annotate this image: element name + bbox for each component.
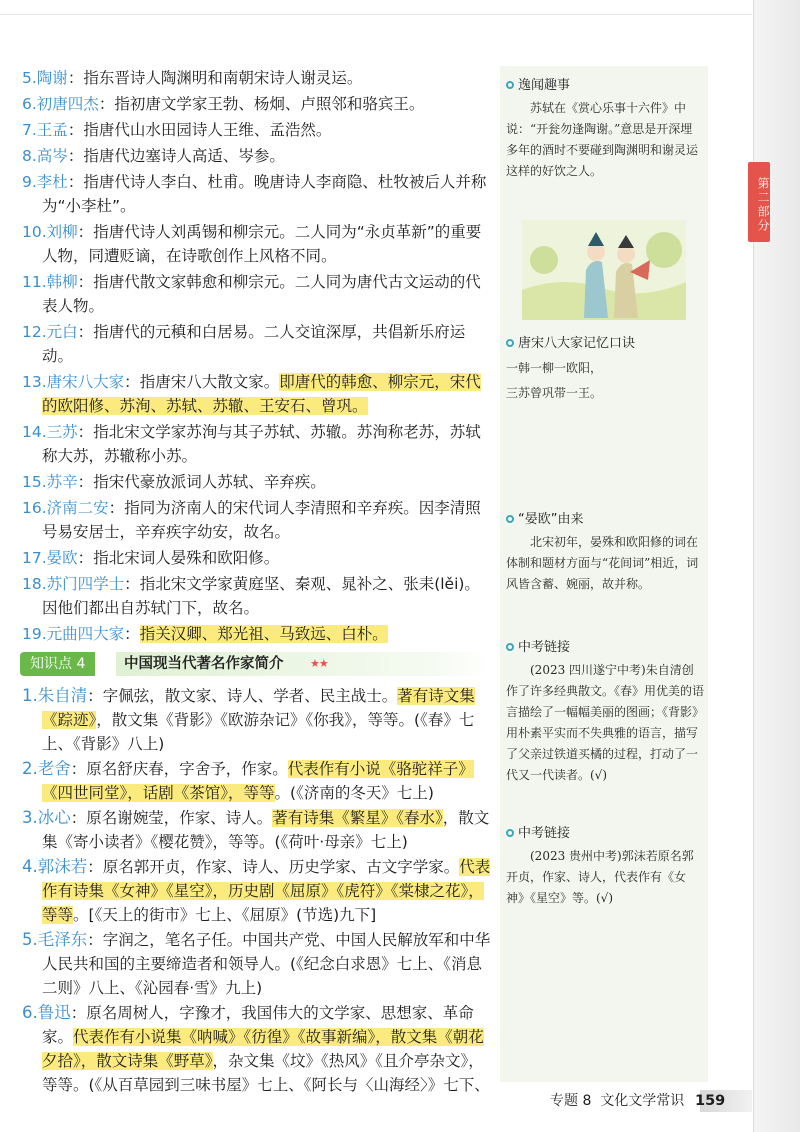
works-highlight: 著有诗集《繁星》《春水》 [272,809,443,827]
list-item [22,118,492,142]
item-highlight: 指关汉卿、郑光祖、马致远、白朴。 [139,625,388,643]
list-item [22,270,492,318]
item-colon: ： [124,625,140,643]
bullet-icon [506,81,514,89]
item-text: 指唐代的元稹和白居易。二人交谊深厚，共倡新乐府运动。 [42,323,466,365]
exam-link-text-1: (2023 四川遂宁中考)朱自清创作了许多经典散文。《春》用优美的语言描绘了一幅幅美丽的图画；《背影》用朴素平实而不失典雅的语言，描写了父亲过铁道买橘的过程，打动了一代又一代读者。(√) [506,663,705,782]
author-text-rest: 。[《天上的街市》七上、《屈原》(节选)九下] [73,906,377,924]
item-number: 8. [22,147,37,165]
item-number: 15. [22,473,47,491]
item-number: 19. [22,625,47,643]
item-colon: ： [77,273,94,291]
item-term: 苏辛 [46,473,78,491]
bullet-icon [506,515,514,523]
page-number: 159 [695,1093,726,1109]
yan-ou-origin-box [506,510,704,595]
item-number: 12. [22,323,47,341]
exam-link-text-2: (2023 贵州中考)郭沫若原名郭开贞，作家、诗人，代表作有《女神》《星空》等。(√) [506,849,694,905]
item-number: 11. [22,273,47,291]
item-number: 18. [22,575,47,593]
item-text: 指北宋文学家苏洵与其子苏轼、苏辙。苏洵称老苏，苏轼称大苏，苏辙称小苏。 [42,423,481,465]
bullet-icon [506,829,514,837]
item-colon: ： [67,173,84,191]
list-item [22,66,492,90]
item-number: 5. [22,69,37,87]
item-term: 苏门四学士 [46,575,125,593]
list-item [22,470,492,494]
item-number: 16. [22,499,47,517]
list-item [22,144,492,168]
item-highlight: 即唐代的韩愈、柳宗元，宋代的欧阳修、苏洵、苏轼、苏辙、王安石、曾巩。 [42,373,481,415]
item-term: 陶谢 [36,69,68,87]
item-number: 1. [22,686,38,705]
item-colon: ： [98,95,115,113]
item-number: 4. [22,857,38,876]
author-text-rest: ，散文集《背影》《欧游杂记》《你我》，等等。(《春》七上、《背影》八上) [42,711,475,753]
item-text: 指北宋词人晏殊和欧阳修。 [93,549,280,567]
item-term: 刘柳 [46,223,78,241]
item-text: 指同为济南人的宋代词人李清照和辛弃疾。因李清照号易安居士，辛弃疾字幼安，故名。 [42,499,481,541]
item-colon: ： [67,69,84,87]
item-text: 指北宋文学家黄庭坚、秦观、晁补之、张耒(lěi)。因他们都出自苏轼门下，故名。 [42,575,480,617]
exam-link-box-1 [506,638,704,786]
item-term: 济南二安 [46,499,109,517]
works-highlight: 代表作有小说《骆驼祥子》《四世同堂》，话剧《茶馆》，等等 [42,760,474,802]
author-name: 朱自清 [37,686,88,705]
top-rule [0,14,752,15]
section-tab[interactable]: 第二部分 [748,162,770,242]
modern-authors-list [22,684,492,1097]
item-colon: ： [77,549,94,567]
item-colon: ： [124,373,140,391]
item-text: 指唐代山水田园诗人王维、孟浩然。 [83,121,332,139]
works-highlight: 代表作有诗集《女神》《星空》，历史剧《屈原》《虎符》《棠棣之花》，等等 [42,858,491,924]
item-term: 王孟 [36,121,68,139]
item-colon: ： [108,499,125,517]
item-colon: ： [77,473,94,491]
item-colon: ： [67,147,84,165]
item-colon: ： [77,423,94,441]
author-name: 冰心 [37,808,71,827]
list-item [22,496,492,544]
list-item [22,572,492,620]
works-highlight: 代表作有小说集《呐喊》《彷徨》《故事新编》，散文集《朝花夕拾》，散文诗集《野草》 [42,1028,484,1070]
item-colon: ： [87,858,103,876]
mnemonic-line-2: 三苏曾巩带一王。 [506,386,603,400]
list-item [22,370,492,418]
item-text: 指宋代豪放派词人苏轼、辛弃疾。 [93,473,326,491]
author-text: 字润之，笔名子任。中国共产党、中国人民解放军和中华人民共和国的主要缔造者和领导人。(《纪念白求恩》七上、《消息二则》八上、《沁园春·雪》九上) [42,931,491,997]
item-number: 6. [22,1003,38,1022]
author-text: 原名舒庆春，字舍予，作家。 [86,760,288,778]
item-text: 指唐代边塞诗人高适、岑参。 [83,147,285,165]
page-footer [550,1088,684,1114]
item-term: 李杜 [36,173,68,191]
item-number: 10. [22,223,47,241]
author-text: 原名周树人，字豫才，我国伟大的文学家、思想家、革命家。 [42,1004,474,1046]
list-item [22,92,492,116]
list-item [22,220,492,268]
exam-link-title-1: 中考链接 [518,640,571,655]
item-text: 指唐代散文家韩愈和柳宗元。二人同为唐代古文运动的代表人物。 [42,273,481,315]
item-term: 韩柳 [46,273,78,291]
author-item [22,684,492,756]
list-item [22,170,492,218]
side-notes-column [500,66,708,1082]
item-number: 13. [22,373,47,391]
importance-stars: ★★ [310,657,328,670]
author-text-rest: ，杂文集《坟》《热风》《且介亭杂文》，等等。(《从百草园到三味书屋》七上、《阿长与〈山海经〉》七下、 [42,1052,490,1094]
item-number: 6. [22,95,37,113]
works-highlight: 著有诗文集《踪迹》 [42,687,475,729]
bullet-icon [506,339,514,347]
item-number: 17. [22,549,47,567]
author-item [22,757,492,805]
item-colon: ： [77,323,94,341]
item-text: 指唐代诗人刘禹锡和柳宗元。二人同为“永贞革新”的重要人物，同遭贬谪，在诗歌创作上风格不同。 [42,223,482,265]
literary-groups-list [22,66,492,646]
mnemonic-line-1: 一韩一柳一欧阳， [506,361,603,375]
item-term: 唐宋八大家 [46,373,125,391]
author-item [22,855,492,927]
item-text: 指唐代诗人李白、杜甫。晚唐诗人李商隐、杜牧被后人并称为“小李杜”。 [42,173,487,215]
author-text: 字佩弦，散文家、诗人、学者、民主战士。 [102,687,398,705]
anecdote-title: 逸闻趣事 [518,78,571,93]
item-colon: ： [87,687,103,705]
knowledge-point-title: 中国现当代著名作家简介 [124,656,284,672]
knowledge-point-header [20,652,490,676]
list-item [22,420,492,468]
list-item [22,622,492,646]
item-term: 元曲四大家 [46,625,125,643]
item-number: 14. [22,423,47,441]
author-item [22,1001,492,1097]
author-item [22,928,492,1000]
anecdote-text: 苏轼在《赏心乐事十六件》中说：“开瓮勿逢陶谢。”意思是开深埋多年的酒时不要碰到陶渊明和谢灵运这样的好饮之人。 [506,101,699,178]
author-text-rest: 。(《济南的冬天》七上) [274,784,434,802]
knowledge-point-badge: 知识点 4 [20,652,95,676]
list-item [22,320,492,368]
anecdote-box [506,76,704,182]
author-text-rest: ，散文集《寄小读者》《樱花赞》，等等。(《荷叶·母亲》七上) [42,809,490,851]
author-name: 老舍 [37,759,71,778]
yan-ou-text: 北宋初年，晏殊和欧阳修的词在体制和题材方面与“花间词”相近，词风皆含蓄、婉丽，故并称。 [506,535,699,591]
item-text: 指初唐文学家王勃、杨炯、卢照邻和骆宾王。 [114,95,425,113]
author-text: 原名郭开贞，作家、诗人、历史学家、古文字学家。 [102,858,460,876]
author-item [22,806,492,854]
exam-link-title-2: 中考链接 [518,826,571,841]
item-colon: ： [70,1004,87,1022]
author-text: 原名谢婉莹，作家、诗人。 [86,809,273,827]
item-number: 3. [22,808,38,827]
item-colon: ： [77,223,94,241]
exam-link-box-2 [506,824,704,909]
item-term: 晏欧 [46,549,78,567]
item-text: 指唐宋八大散文家。 [139,373,280,391]
mnemonic-title: 唐宋八大家记忆口诀 [518,336,636,351]
item-term: 元白 [46,323,78,341]
author-name: 鲁迅 [37,1003,71,1022]
author-name: 毛泽东 [37,930,88,949]
item-colon: ： [70,809,87,827]
item-colon: ： [87,931,103,949]
footer-title: 文化文学常识 [600,1093,685,1109]
item-colon: ： [124,575,140,593]
item-colon: ： [70,760,87,778]
main-column [22,66,492,1098]
item-term: 三苏 [46,423,78,441]
item-number: 9. [22,173,37,191]
item-text: 指东晋诗人陶渊明和南朝宋诗人谢灵运。 [83,69,363,87]
item-colon: ： [67,121,84,139]
bullet-icon [506,643,514,651]
item-number: 7. [22,121,37,139]
item-term: 高岑 [36,147,68,165]
scholars-illustration [522,220,686,320]
footer-topic: 专题 8 [550,1093,592,1109]
item-term: 初唐四杰 [36,95,99,113]
item-number: 5. [22,930,38,949]
mnemonic-box [506,334,704,404]
yan-ou-title: “晏欧”由来 [518,512,584,527]
item-number: 2. [22,759,38,778]
list-item [22,546,492,570]
author-name: 郭沫若 [37,857,88,876]
